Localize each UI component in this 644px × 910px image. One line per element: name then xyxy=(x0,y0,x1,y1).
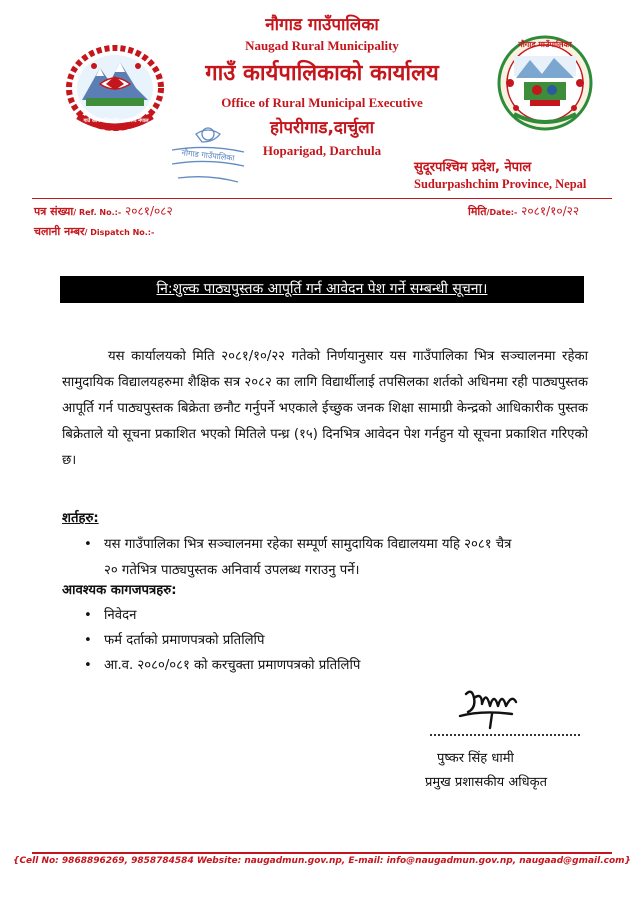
bullet-icon: • xyxy=(84,608,92,623)
municipality-logo xyxy=(494,34,596,132)
notice-title-bar xyxy=(60,276,584,303)
dispatch-row xyxy=(34,224,154,239)
condition-item xyxy=(84,532,594,584)
documents-heading: आवश्यक कागजपत्रहरु: xyxy=(62,583,177,598)
date-row xyxy=(468,202,579,219)
ref-label-english: / Ref. No.:- xyxy=(73,208,122,217)
logo-caption: नौगाड गाउँपालिका xyxy=(518,40,572,49)
notice-title: नि:शुल्क पाठ्यपुस्तक आपूर्ति गर्न आवेदन पेश गर्ने सम्बन्धी सूचना। xyxy=(156,281,488,297)
date-label-nepali: मिति xyxy=(468,205,487,218)
bullet-icon: • xyxy=(84,537,92,552)
dispatch-label-nepali: चलानी नम्बर xyxy=(34,225,85,238)
signatory-title: प्रमुख प्रशासकीय अधिकृत xyxy=(425,775,548,790)
condition-line-1: यस गाउँपालिका भित्र सञ्चालनमा रहेका सम्पूर्ण सामुदायिक विद्यालयमा यहि २०८१ चैत्र xyxy=(104,537,512,552)
place-name-english: Hoparigad, Darchula xyxy=(262,143,382,158)
place-name-nepali: होपरीगाड,दार्चुला xyxy=(269,118,375,138)
bullet-icon: • xyxy=(84,633,92,648)
date-label-english: /Date:- xyxy=(486,208,518,217)
province-nepali: सुदूरपश्चिम प्रदेश, नेपाल xyxy=(414,160,532,175)
office-name-english: Office of Rural Municipal Executive xyxy=(221,95,423,110)
document-item-text: निवेदन xyxy=(104,608,137,623)
signatory-name: पुष्कर सिंह धामी xyxy=(437,751,514,766)
notice-body-paragraph xyxy=(62,344,588,474)
ref-number: २०८१/०८२ xyxy=(125,204,173,218)
header-divider xyxy=(32,198,612,199)
date-value: २०८१/१०/२२ xyxy=(521,204,580,218)
ref-number-row xyxy=(34,202,173,219)
province-english: Sudurpashchim Province, Nepal xyxy=(414,177,587,191)
dispatch-label-english: / Dispatch No.:- xyxy=(84,228,155,237)
office-name-nepali: गाउँ कार्यपालिकाको कार्यालय xyxy=(205,61,439,86)
notice-body-text: यस कार्यालयको मिति २०८१/१०/२२ गतेको निर्णयानुसार यस गाउँपालिका भित्र सञ्चालनमा रहेका सामुदायिक विद्यालयहरुमा शैक्षिक सत्र २०८२ का लागि विद्यार्थीलाई तपसिलका शर्तको अधिनमा रही पाठ्यपुस्तक आपूर्ति गर्न पाठ्यपुस्तक बिक्रेता छनौट गर्नुपर्ने भएकाले ईच्छुक जनक शिक्षा सामाग्री केन्द्रको आधिकारीक पुस्तक बिक्रेताले यो सूचना प्रकाशित भएको मितिले पन्ध्र (१५) दिनभित्र आवेदन पेश गर्नहुन यो सूचना प्रकाशित गरिएको छ। xyxy=(62,349,588,468)
bullet-icon: • xyxy=(84,658,92,673)
office-stamp xyxy=(168,124,248,188)
footer-contact: {Cell No: 9868896269, 9858784584 Website: naugadmun.gov.np, E-mail: info@naugadmun.gov.np, naugaad@gmail.com} xyxy=(13,856,631,866)
municipality-name-nepali: नौगाड गाउँपालिका xyxy=(265,15,379,35)
document-item-text: आ.व. २०८०/०८१ को करचुक्ता प्रमाणपत्रको प्रतिलिपि xyxy=(104,658,361,673)
ref-label-nepali: पत्र संख्या xyxy=(34,205,74,218)
conditions-heading: शर्तहरु: xyxy=(62,511,99,526)
condition-line-2: २० गतेभित्र पाठ्यपुस्तक अनिवार्य उपलब्ध गराउनु पर्ने। xyxy=(104,563,360,578)
signature-line xyxy=(430,734,580,736)
handwritten-signature xyxy=(452,684,532,736)
stamp-text: नौगाड गाउँपालिका xyxy=(181,148,235,163)
municipality-name-english: Naugad Rural Municipality xyxy=(245,38,399,53)
document-item-text: फर्म दर्ताको प्रमाणपत्रको प्रतिलिपि xyxy=(104,633,265,648)
footer-divider xyxy=(32,852,612,854)
emblem-ring-text: गाउँ कार्यपालिकाको कार्यालय नेपाल xyxy=(83,118,149,124)
